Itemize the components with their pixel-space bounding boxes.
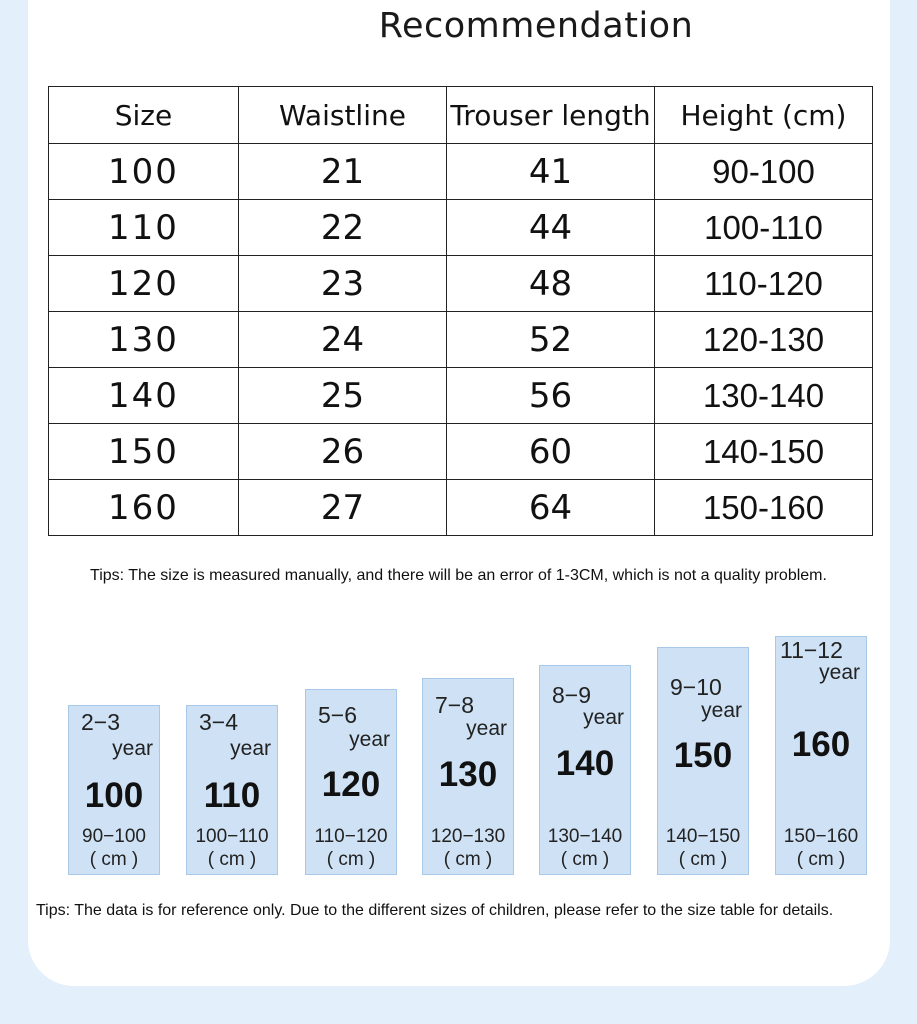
height-range: 100−110: [195, 826, 269, 847]
unit-cm: ( cm ): [796, 849, 846, 870]
header-size: Size: [49, 87, 239, 144]
age-label: 5−6: [318, 702, 358, 728]
size-label: 110: [203, 776, 261, 815]
table-header-row: [49, 87, 873, 144]
cell-waistline: 26: [239, 424, 447, 480]
age-bar: [305, 689, 397, 875]
height-range: 110−120: [314, 826, 388, 847]
age-bar: [186, 705, 278, 875]
unit-cm: ( cm ): [443, 849, 493, 870]
size-label: 100: [84, 776, 144, 815]
cell-size: 130: [49, 312, 239, 368]
age-unit: year: [583, 706, 624, 729]
table-row: [49, 368, 873, 424]
unit-cm: ( cm ): [678, 849, 728, 870]
cell-size: 120: [49, 256, 239, 312]
cell-waistline: 22: [239, 200, 447, 256]
cell-height: 90-100: [655, 144, 873, 200]
cell-size: 140: [49, 368, 239, 424]
table-row: [49, 480, 873, 536]
size-table: [48, 86, 873, 536]
size-label: 140: [555, 744, 615, 783]
age-unit: year: [112, 737, 153, 760]
table-row: [49, 144, 873, 200]
age-unit: year: [349, 728, 390, 751]
table-row: [49, 424, 873, 480]
height-range: 130−140: [547, 826, 623, 847]
cell-waistline: 24: [239, 312, 447, 368]
table-row: [49, 200, 873, 256]
cell-height: 110-120: [655, 256, 873, 312]
age-bar: [775, 636, 867, 875]
age-unit: year: [701, 699, 742, 722]
header-trouser-length: Trouser length: [447, 87, 655, 144]
cell-trouser-length: 48: [447, 256, 655, 312]
height-range: 120−130: [430, 826, 506, 847]
tip-reference: Tips: The data is for reference only. Due to the different sizes of children, please refer to the size table for details.: [36, 902, 834, 919]
cell-trouser-length: 56: [447, 368, 655, 424]
table-row: [49, 256, 873, 312]
cell-size: 150: [49, 424, 239, 480]
cell-waistline: 25: [239, 368, 447, 424]
age-label: 2−3: [81, 709, 121, 735]
cell-trouser-length: 64: [447, 480, 655, 536]
age-bar: [657, 647, 749, 875]
cell-height: 140-150: [655, 424, 873, 480]
cell-size: 110: [49, 200, 239, 256]
age-unit: year: [466, 717, 507, 740]
cell-trouser-length: 44: [447, 200, 655, 256]
page-title: Recommendation: [378, 6, 694, 46]
cell-height: 150-160: [655, 480, 873, 536]
height-range: 90−100: [82, 826, 146, 847]
age-unit: year: [819, 661, 860, 684]
size-label: 160: [791, 725, 851, 764]
table-row: [49, 312, 873, 368]
unit-cm: ( cm ): [326, 849, 376, 870]
tip-measurement: Tips: The size is measured manually, and there will be an error of 1-3CM, which is not a quality problem.: [90, 567, 827, 584]
unit-cm: ( cm ): [560, 849, 610, 870]
size-label: 130: [438, 755, 498, 794]
age-bar: [68, 705, 160, 875]
age-label: 7−8: [435, 692, 475, 718]
height-range: 150−160: [783, 826, 859, 847]
cell-size: 160: [49, 480, 239, 536]
age-label: 9−10: [670, 674, 722, 700]
cell-height: 100-110: [655, 200, 873, 256]
unit-cm: ( cm ): [89, 849, 139, 870]
header-height: Height (cm): [655, 87, 873, 144]
cell-height: 130-140: [655, 368, 873, 424]
unit-cm: ( cm ): [207, 849, 257, 870]
cell-waistline: 27: [239, 480, 447, 536]
age-label: 3−4: [199, 709, 239, 735]
age-label: 11−12: [780, 637, 843, 663]
age-label: 8−9: [552, 682, 592, 708]
cell-trouser-length: 60: [447, 424, 655, 480]
cell-trouser-length: 52: [447, 312, 655, 368]
age-unit: year: [230, 737, 271, 760]
cell-size: 100: [49, 144, 239, 200]
age-bar: [539, 665, 631, 875]
cell-trouser-length: 41: [447, 144, 655, 200]
cell-height: 120-130: [655, 312, 873, 368]
cell-waistline: 21: [239, 144, 447, 200]
height-range: 140−150: [665, 826, 741, 847]
header-waistline: Waistline: [239, 87, 447, 144]
age-bar: [422, 678, 514, 875]
size-label: 150: [673, 736, 733, 775]
cell-waistline: 23: [239, 256, 447, 312]
size-label: 120: [321, 765, 381, 804]
